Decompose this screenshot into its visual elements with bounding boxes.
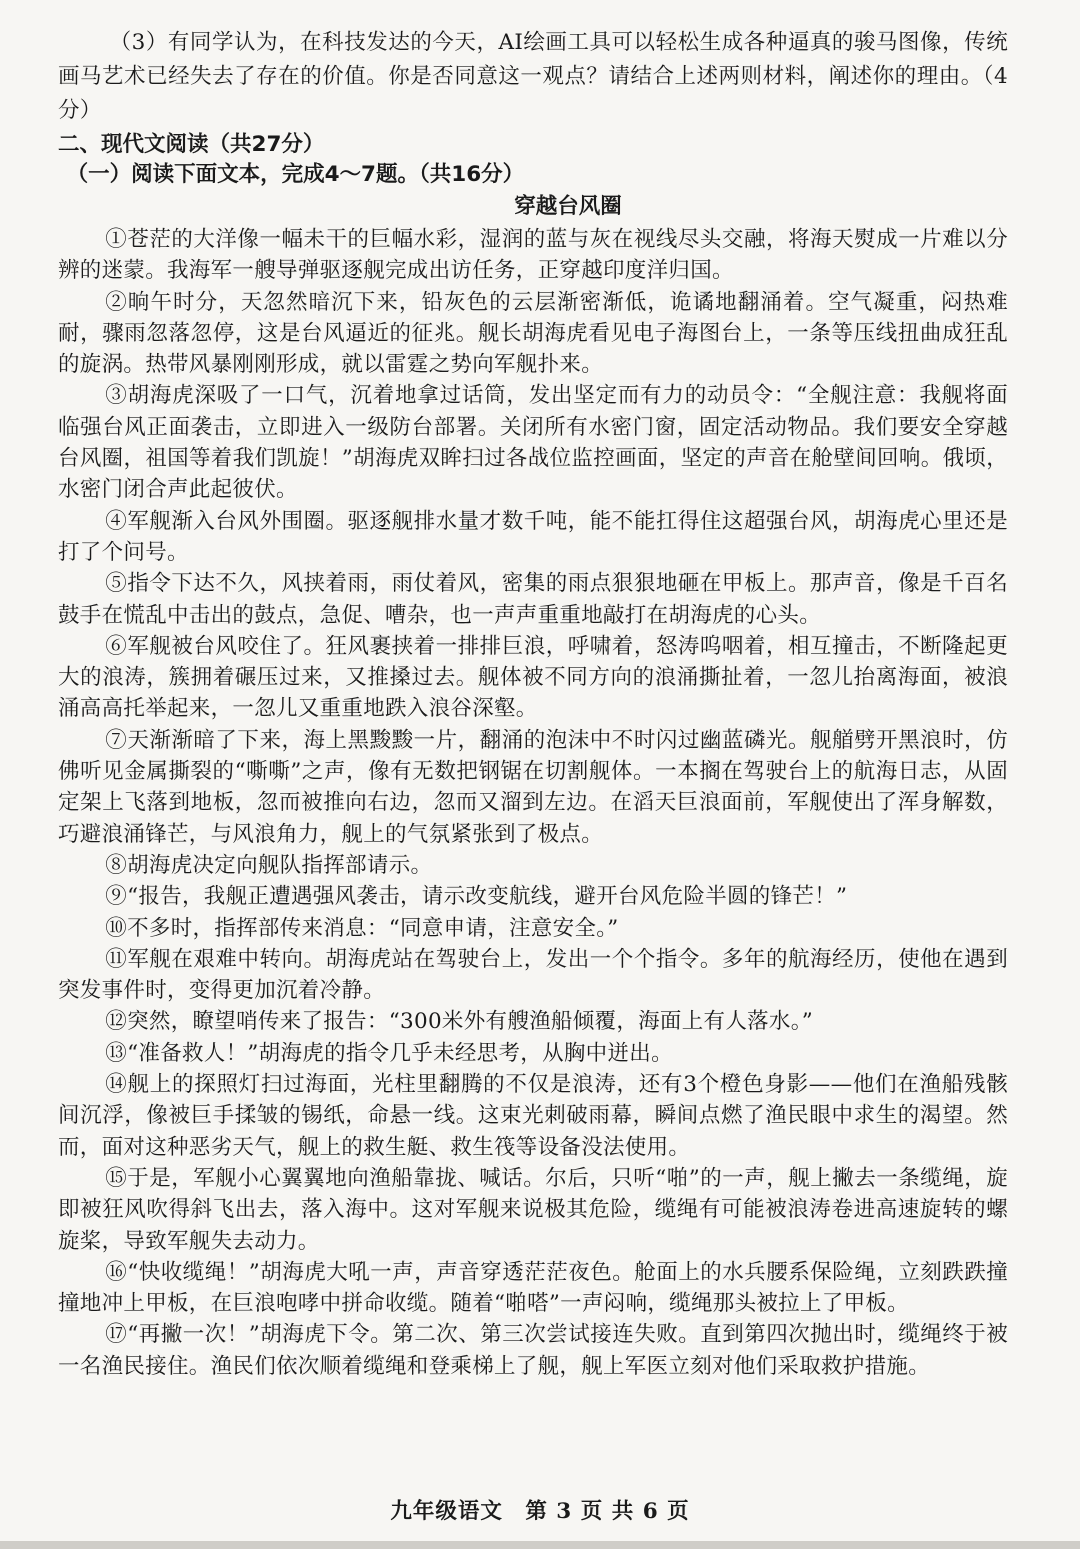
paragraph-12: ⑫突然，瞭望哨传来了报告：“300米外有艘渔船倾覆，海面上有人落水。”	[105, 1009, 814, 1035]
paragraph-14: ⑭舰上的探照灯扫过海面，光柱里翻腾的不仅是浪涛，还有3个橙色身影——他们在渔船残骸间沉浮，像被巨手揉皱的锡纸，命悬一线。这束光刺破雨幕，瞬间点燃了渔民眼中求生的渴望。然而，面对这种恶劣天气，舰上的救生艇、救生筏等设备没法使用。	[58, 1072, 1008, 1160]
paragraph-15: ⑮于是，军舰小心翼翼地向渔船靠拢、喊话。尔后，只听“啪”的一声，舰上撇去一条缆绳，旋即被狂风吹得斜飞出去，落入海中。这对军舰来说极其危险，缆绳有可能被浪涛卷进高速旋转的螺旋桨，导致军舰失去动力。	[58, 1165, 1008, 1254]
paragraph-17: ⑰“再撇一次！”胡海虎下令。第二次、第三次尝试接连失败。直到第四次抛出时，缆绳终于被一名渔民接住。渔民们依次顺着缆绳和登乘梯上了舰，舰上军医立刻对他们采取救护措施。	[58, 1322, 1008, 1379]
article-body	[58, 224, 1008, 1382]
paragraph-9: ⑨“报告，我舰正遭遇强风袭击，请示改变航线，避开台风危险半圆的锋芒！”	[105, 884, 848, 910]
paragraph-10: ⑩不多时，指挥部传来消息：“同意申请，注意安全。”	[105, 915, 619, 941]
paragraph-16: ⑯“快收缆绳！”胡海虎大吼一声，声音穿透茫茫夜色。舱面上的水兵腰系保险绳，立刻跌跌撞撞地冲上甲板，在巨浪咆哮中拼命收缆。随着“啪嗒”一声闷响，缆绳那头被拉上了甲板。	[58, 1259, 1008, 1317]
paragraph-1: ①苍茫的大洋像一幅未干的巨幅水彩，湿润的蓝与灰在视线尽头交融，将海天熨成一片难以分辨的迷蒙。我海军一艘导弹驱逐舰完成出访任务，正穿越印度洋归国。	[58, 227, 1008, 284]
paragraph-6: ⑥军舰被台风咬住了。狂风裹挟着一排排巨浪，呼啸着，怒涛呜咽着，相互撞击，不断隆起更大的浪涛，簇拥着碾压过来，又推搡过去。舰体被不同方向的浪涌撕扯着，一忽儿抬离海面，被浪涌高高托举起来，一忽儿又重重地跌入浪谷深壑。	[58, 633, 1008, 722]
paragraph-7: ⑦天渐渐暗了下来，海上黑黢黢一片，翻涌的泡沫中不时闪过幽蓝磷光。舰艏劈开黑浪时，仿佛听见金属撕裂的“嘶嘶”之声，像有无数把钢锯在切割舰体。一本搁在驾驶台上的航海日志，从固定架上飞落到地板，忽而被推向右边，忽而又溜到左边。在滔天巨浪面前，军舰使出了浑身解数，巧避浪涌锋芒，与风浪角力，舰上的气氛紧张到了极点。	[58, 727, 1008, 847]
paragraph-11: ⑪军舰在艰难中转向。胡海虎站在驾驶台上，发出一个个指令。多年的航海经历，使他在遇到突发事件时，变得更加沉着冷静。	[58, 946, 1008, 1004]
paragraph-4: ④军舰渐入台风外围圈。驱逐舰排水量才数千吨，能不能扛得住这超强台风，胡海虎心里还是打了个问号。	[58, 508, 1008, 565]
page-footer: 九年级语文 第 3 页 共 6 页	[390, 1499, 690, 1524]
question-3-text: （3）有同学认为，在科技发达的今天，AI绘画工具可以轻松生成各种逼真的骏马图像，传统画马艺术已经失去了存在的价值。你是否同意这一观点？请结合上述两则材料，阐述你的理由。（4分）	[58, 30, 1008, 123]
section-heading: 二、现代文阅读（共27分）	[58, 132, 325, 157]
page-bottom-edge	[0, 1541, 1080, 1549]
sub-heading: （一）阅读下面文本，完成4～7题。（共16分）	[66, 162, 525, 187]
paragraph-13: ⑬“准备救人！”胡海虎的指令几乎未经思考，从胸中迸出。	[105, 1040, 673, 1066]
paragraph-5: ⑤指令下达不久，风挟着雨，雨仗着风，密集的雨点狠狠地砸在甲板上。那声音，像是千百名鼓手在慌乱中击出的鼓点，急促、嘈杂，也一声声重重地敲打在胡海虎的心头。	[58, 571, 1008, 628]
paragraph-3: ③胡海虎深吸了一口气，沉着地拿过话筒，发出坚定而有力的动员令：“全舰注意：我舰将面临强台风正面袭击，立即进入一级防台部署。关闭所有水密门窗，固定活动物品。我们要安全穿越台风圈，祖国等着我们凯旋！”胡海虎双眸扫过各战位监控画面，坚定的声音在舱壁间回响。俄顷，水密门闭合声此起彼伏。	[58, 383, 1008, 503]
paragraph-2: ②晌午时分，天忽然暗沉下来，铅灰色的云层渐密渐低，诡谲地翻涌着。空气凝重，闷热难耐，骤雨忽落忽停，这是台风逼近的征兆。舰长胡海虎看见电子海图台上，一条等压线扭曲成狂乱的旋涡。热带风暴刚刚形成，就以雷霆之势向军舰扑来。	[58, 289, 1008, 378]
article-title: 穿越台风圈	[514, 194, 622, 219]
paragraph-8: ⑧胡海虎决定向舰队指挥部请示。	[105, 852, 433, 878]
